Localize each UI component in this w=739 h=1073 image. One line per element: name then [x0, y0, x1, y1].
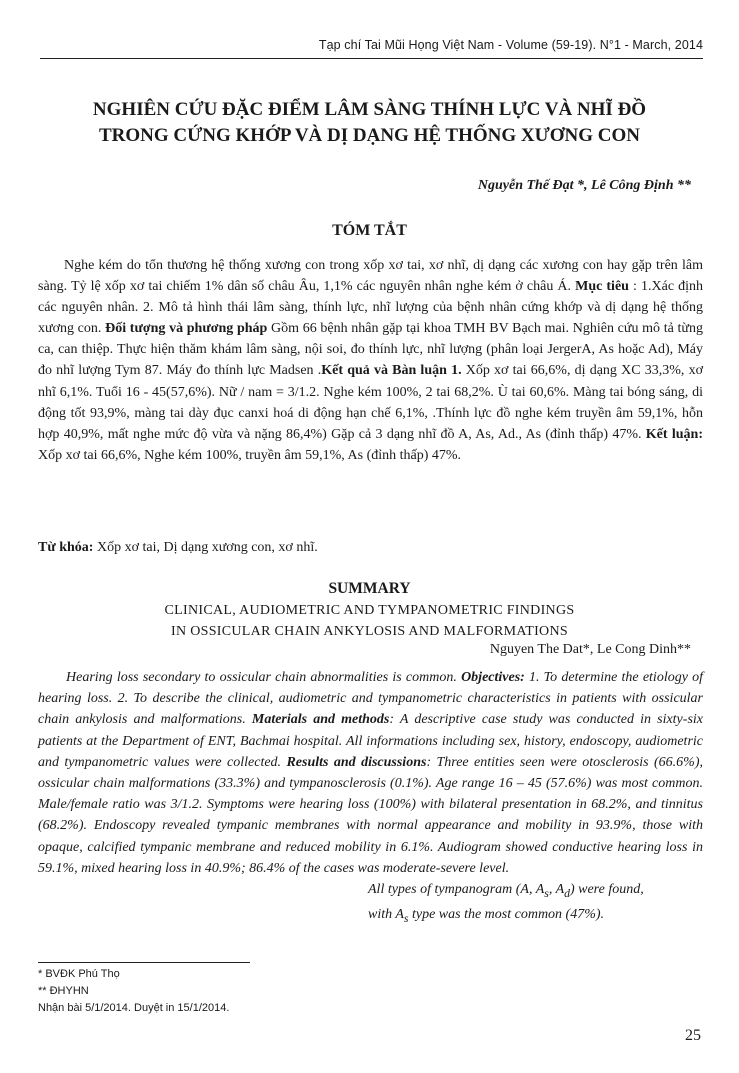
summary-text-3: : A descriptive case study was conducted in sixty-six patients at the Department of ENT, Bachmai hospital. All informations including sex, history, endoscopy, audiometric and tympanometric values were collected. — [38, 712, 703, 770]
abstract-label-conclusion: Kết luận: — [645, 426, 703, 442]
page-number: 25 — [685, 1027, 701, 1044]
abstract-heading: TÓM TẮT — [332, 222, 407, 239]
summary-tail-2a: with A — [368, 907, 404, 923]
footnotes — [38, 966, 229, 1017]
abstract-label-objectives: Mục tiêu — [575, 279, 629, 295]
title-line-1: NGHIÊN CỨU ĐẶC ĐIỂM LÂM SÀNG THÍNH LỰC VÀ NHĨ ĐỒ — [92, 99, 647, 120]
authors-en: Nguyen The Dat*, Le Cong Dinh** — [489, 642, 691, 657]
abstract-text-5: Xốp xơ tai 66,6%, Nghe kém 100%, truyền âm 59,1%, As (đỉnh thấp) 47%. — [38, 447, 462, 463]
summary-en — [38, 667, 703, 929]
title-line-2: TRONG CỨNG KHỚP VÀ DỊ DẠNG HỆ THỐNG XƯƠNG CON — [99, 125, 640, 146]
paper-title — [30, 97, 709, 149]
abstract-vi — [38, 255, 703, 466]
authors-vi: Nguyễn Thế Đạt *, Lê Công Định ** — [477, 178, 691, 193]
summary-title-line-1: CLINICAL, AUDIOMETRIC AND TYMPANOMETRIC FINDINGS — [164, 603, 575, 618]
abstract-paragraph — [38, 255, 703, 466]
summary-label-results: Results and discussions — [286, 754, 427, 770]
keywords-text: Xốp xơ tai, Dị dạng xương con, xơ nhĩ. — [93, 540, 318, 555]
summary-text-1: Hearing loss secondary to ossicular chain abnormalities is common. — [66, 670, 462, 685]
summary-text-2: 1. To determine the etiology of hearing loss. 2. To describe the clinical, audiometric and tympanometric characteristics in patients with ossicular chain ankylosis and malformations. — [38, 670, 704, 728]
summary-label-objectives: Objectives: — [461, 670, 525, 685]
abstract-text-1: Nghe kém do tổn thương hệ thống xương con trong xốp xơ tai, xơ nhĩ, dị dạng các xương con hay gặp trên lâm sàng. Tỷ lệ xốp xơ tai chiếm 1% dân số châu Âu, 1,1% các nguyên nhân nghe kém ở châu Á. — [38, 258, 703, 295]
footnote-divider — [38, 962, 250, 963]
abstract-text-2: : 1.Xác định các nguyên nhân. 2. Mô tả hình thái lâm sàng, thính lực, nhĩ lượng của bệnh nhân cứng khớp và dị dạng hệ thống xương con. — [38, 279, 703, 337]
summary-tail-1c: ) were found, — [569, 882, 644, 898]
summary-tail-2b: type was the most common (47%). — [408, 907, 605, 923]
summary-tail-line-2 — [38, 904, 703, 929]
keywords-label: Từ khóa: — [38, 540, 94, 555]
summary-title — [0, 600, 739, 642]
footnote-1: * BVĐK Phú Thọ — [38, 968, 120, 980]
summary-tail-line-1 — [38, 879, 703, 904]
summary-paragraph — [38, 667, 703, 879]
summary-tail-1b: , A — [548, 882, 565, 898]
summary-tail-1-sub-s: s — [544, 886, 549, 900]
abstract-text-3: Gồm 66 bệnh nhân gặp tại khoa TMH BV Bạch mai. Nghiên cứu mô tả từng ca, can thiệp. Thực hiện thăm khám lâm sàng, nội soi, đo thính lực, nhĩ lượng (phân loại JergerA, As hoặc Ad), Máy đo nhĩ lượng Tym 87. Máy đo thính lực Madsen . — [38, 321, 703, 379]
footnote-2: ** ĐHYHN — [38, 985, 89, 997]
abstract-label-results: Kết quả và Bàn luận 1. — [321, 363, 462, 379]
summary-tail-2-sub: s — [403, 911, 409, 925]
abstract-text-4: Xốp xơ tai 66,6%, dị dạng XC 33,3%, xơ nhĩ 6,1%. Tuổi 16 - 45(57,6%). Nữ / nam = 3/1.2. Nghe kém 100%, 2 tai 68,2%. Ù tai 60,6%. Màng tai bóng sáng, di động tốt 93,9%, màng tai dày đục canxi hoá di động hạn chế 6,1%, .Thính lực đồ nghe kém truyền âm 59,1%, hỗn hợp 40,9%, mất nghe mức độ vừa và nặng 86,4%) Gặp cả 3 dạng nhĩ đồ A, As, Ad., As (đỉnh thấp) 47%. — [38, 363, 703, 442]
summary-title-line-2: IN OSSICULAR CHAIN ANKYLOSIS AND MALFORMATIONS — [171, 624, 568, 639]
summary-tail-1a: All types of tympanogram (A, A — [368, 882, 545, 898]
summary-heading: SUMMARY — [328, 580, 411, 597]
abstract-label-methods: Đối tượng và phương pháp — [105, 321, 268, 337]
summary-label-methods: Materials and methods — [251, 712, 390, 728]
running-header: Tạp chí Tai Mũi Họng Việt Nam - Volume (59-19). N°1 - March, 2014 — [318, 38, 703, 52]
summary-text-4: : Three entities seen were otosclerosis (66.6%), ossicular chain malformations (33.3%) and tympanosclerosis (0.1%). Age range 16 – 45 (57.6%) was most common. Male/female ratio was 3/1.2. Symptoms were hearing loss (100%) with bilateral presentation in 68.2%, and tinnitus (68.2%). Endoscopy revealed tympanic membranes with normal appearance and mobility in 93.9%, those with opaque, calcified tympanic membrane and reduced mobility in 6.1%. Audiogram showed conductive hearing loss in 59.1%, mixed hearing loss in 40.9%; 86.4% of the cases was moderate-severe level. — [38, 754, 703, 876]
keywords — [38, 540, 703, 556]
header-divider — [40, 58, 703, 59]
summary-tail-1-sub-d: d — [564, 886, 570, 900]
received-date: Nhận bài 5/1/2014. Duyệt in 15/1/2014. — [38, 1002, 230, 1014]
